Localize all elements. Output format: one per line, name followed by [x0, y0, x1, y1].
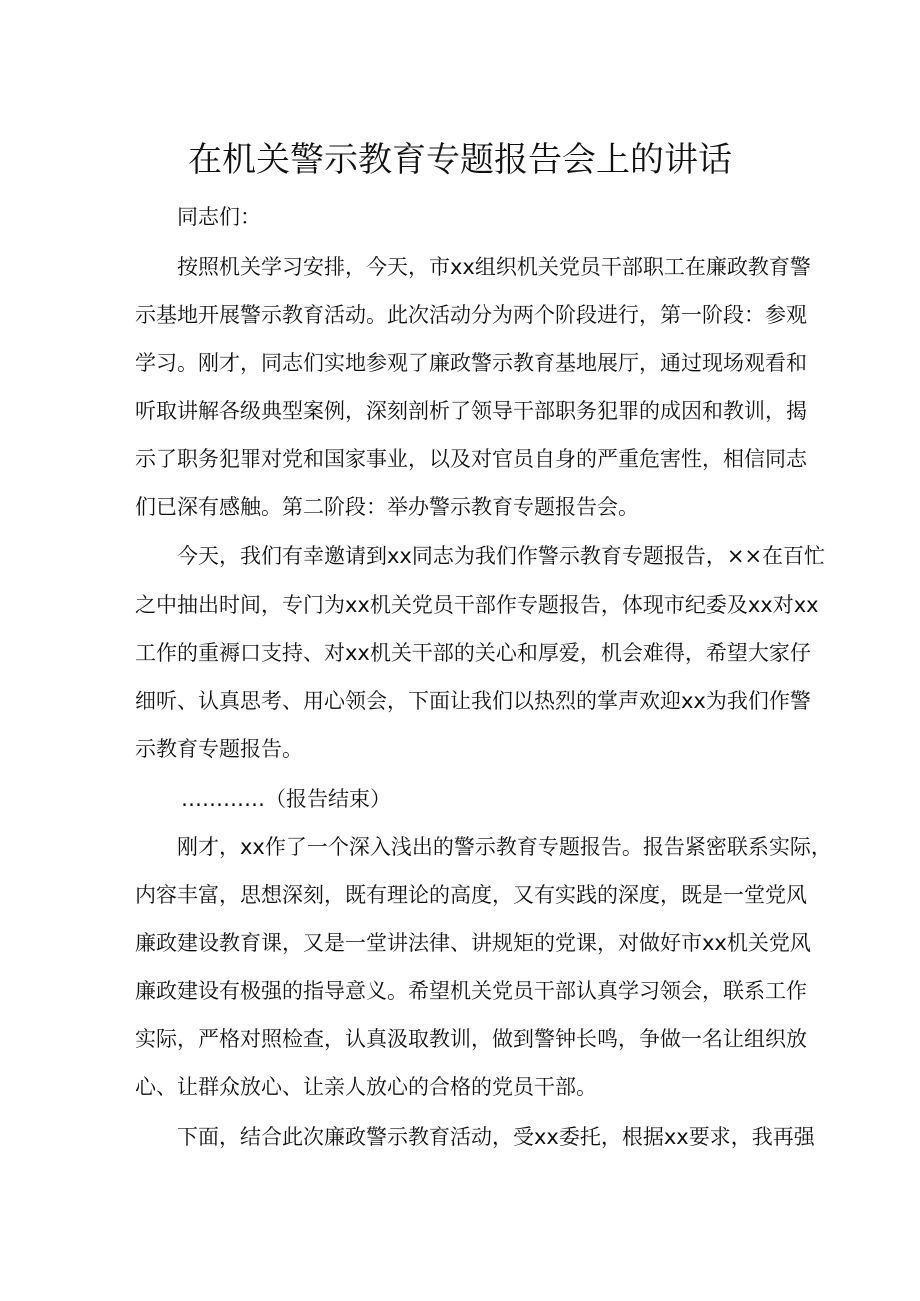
paragraph-line: 细听、认真思考、用心领会，下面让我们以热烈的掌声欢迎xx为我们作警 — [135, 689, 811, 713]
paragraph-line: 示教育专题报告。 — [135, 737, 303, 761]
paragraph-line: 廉政建设教育课，又是一堂讲法律、讲规矩的党课，对做好市xx机关党风 — [135, 931, 811, 955]
paragraph-line: 心、让群众放心、让亲人放心的合格的党员干部。 — [135, 1075, 597, 1099]
paragraph-line: 工作的重褥口支持、对xx机关干部的关心和厚爱，机会难得，希望大家仔 — [135, 641, 811, 665]
paragraph-line: 内容丰富，思想深刻，既有理论的高度，又有实践的深度，既是一堂党风 — [135, 883, 807, 907]
paragraph-line: 今天，我们有幸邀请到xx同志为我们作警示教育专题报告，××在百忙 — [177, 544, 826, 568]
paragraph-line: 学习。刚才，同志们实地参观了廉政警示教育基地展厅，通过现场观看和 — [135, 351, 807, 375]
paragraph-line: 廉政建设有极强的指导意义。希望机关党员干部认真学习领会，联系工作 — [135, 979, 807, 1003]
paragraph-line: 们已深有感触。第二阶段：举办警示教育专题报告会。 — [135, 495, 639, 519]
paragraph-line: 按照机关学习安排，今天，市xx组织机关党员干部职工在廉政教育警 — [177, 255, 811, 279]
document-title: 在机关警示教育专题报告会上的讲话 — [188, 140, 732, 180]
greeting: 同志们： — [177, 205, 261, 229]
report-end-note: …………（报告结束） — [181, 787, 391, 811]
paragraph-line: 听取讲解各级典型案例，深刻剖析了领导干部职务犯罪的成因和教训，揭 — [135, 399, 807, 423]
paragraph-line: 刚才，xx作了一个深入浅出的警示教育专题报告。报告紧密联系实际， — [177, 835, 832, 859]
paragraph-line: 实际，严格对照检查，认真汲取教训，做到警钟长鸣，争做一名让组织放 — [135, 1027, 807, 1051]
paragraph-line: 示了职务犯罪对党和国家事业，以及对官员自身的严重危害性，相信同志 — [135, 447, 807, 471]
paragraph-line: 下面，结合此次廉政警示教育活动，受xx委托，根据xx要求，我再强 — [177, 1125, 815, 1149]
paragraph-line: 示基地开展警示教育活动。此次活动分为两个阶段进行，第一阶段：参观 — [135, 303, 807, 327]
paragraph-line: 之中抽出时间，专门为xx机关党员干部作专题报告，体现市纪委及xx对xx — [135, 593, 819, 617]
